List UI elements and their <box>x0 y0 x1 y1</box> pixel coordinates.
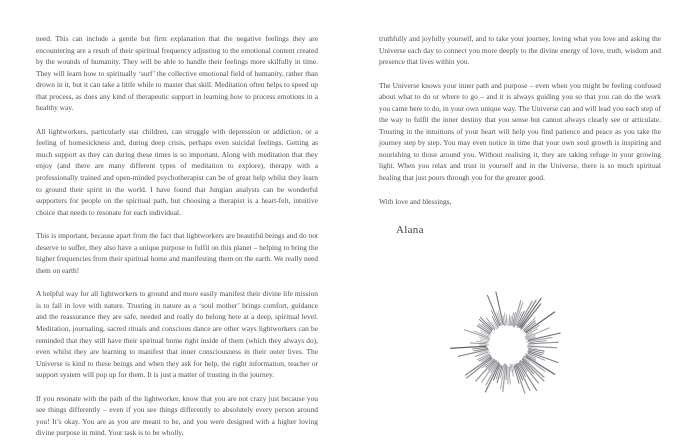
author-signature: Alana <box>396 224 424 237</box>
paragraph: truthfully and joyfully yourself, and to take your journey, loving what you love and asking the Universe each day to connect you more deeply to the divine energy of love, truth, wisdom and presence that lives within you. <box>379 34 661 67</box>
paragraph: All lightworkers, particularly star children, can struggle with depression or addiction, or a feeling of homesickness and, during deep crisis, perhaps even suicidal feelings. Getting as much support as they can during these times is so important. Along with meditation that they enjoy (and there are many different types of meditation to explore), therapy with a professionally trained and open-minded psychotherapist can be of great help whilst they learn to ground their spirit in the world. I have found that Jungian analysts can be wonderful supporters for people on the spiritual path, but choosing a therapist is a heart-felt, intuitive choice that needs to resonate for each individual. <box>36 126 318 217</box>
paragraph: A helpful way for all lightworkers to ground and more easily manifest their divine life mission is to fall in love with nature. Trusting in nature as a ‘soul mother’ brings comfort, guidance and the reassurance they are safe, needed and really do belong here at a deep, spiritual level. Meditation, journaling, sacred rituals and conscious dance are other ways lightworkers can be reminded that they still have their spiritual home right inside of them (which they always do), even whilst they are learning to manifest that inner consciousness in their outer lives. The Universe is kind to these beings and when they ask for help, the right information, teacher or support system will pop up for them. It is just a matter of trusting in the journey. <box>36 289 318 380</box>
paragraph: The Universe knows your inner path and purpose – even when you might be feeling confused about what to do or where to go – and it is always guiding you so that you can do the work you came here to do, in your own unique way. The Universe can and will lead you each step of the way to fulfil the inner destiny that you sense but cannot always clearly see or articulate. Trusting in the intuitions of your heart will help you find patience and peace as you take the journey step by step. You may even notice in time that your own soul growth is inspiring and nourishing to those around you. Without realising it, they are taking refuge in your growing light. When you relax and trust in yourself and in the Universe, there is so much spiritual healing that just pours through you for the greater good. <box>379 80 661 183</box>
paragraph: This is important, because apart from the fact that lightworkers are beautiful beings and do not deserve to suffer, they also have a unique purpose to fulfil on this planet – helping to bring the higher frequencies from their spiritual home and manifesting them on the earth. We really need them on earth! <box>36 231 318 275</box>
paragraph: need. This can include a gentle but firm explanation that the negative feelings they are encountering are a result of their spiritual frequency adjusting to the emotional content created by the wounds of humanity. They will be able to handle their feelings more skilfully in time. They will learn how to spiritually ‘surf’ the collective emotional field of humanity, rather than drown in it, but it can take a little while to master that skill. Meditation often helps to speed up that process, as does any kind of therapeutic support in learning how to process emotions in a healthy way. <box>36 34 318 113</box>
paragraph: If you resonate with the path of the lightworker, know that you are not crazy just because you see things differently – even if you see things differently to absolutely every person around you! It’s okay. You are as you are meant to be, and you were designed with a higher loving divine purpose in mind. Your task is to be wholly, <box>36 393 318 438</box>
right-page-text-column <box>379 33 661 237</box>
closing-salutation: With love and blessings, <box>379 196 452 206</box>
sunburst-icon <box>443 280 573 410</box>
left-page-text-column <box>36 33 318 439</box>
